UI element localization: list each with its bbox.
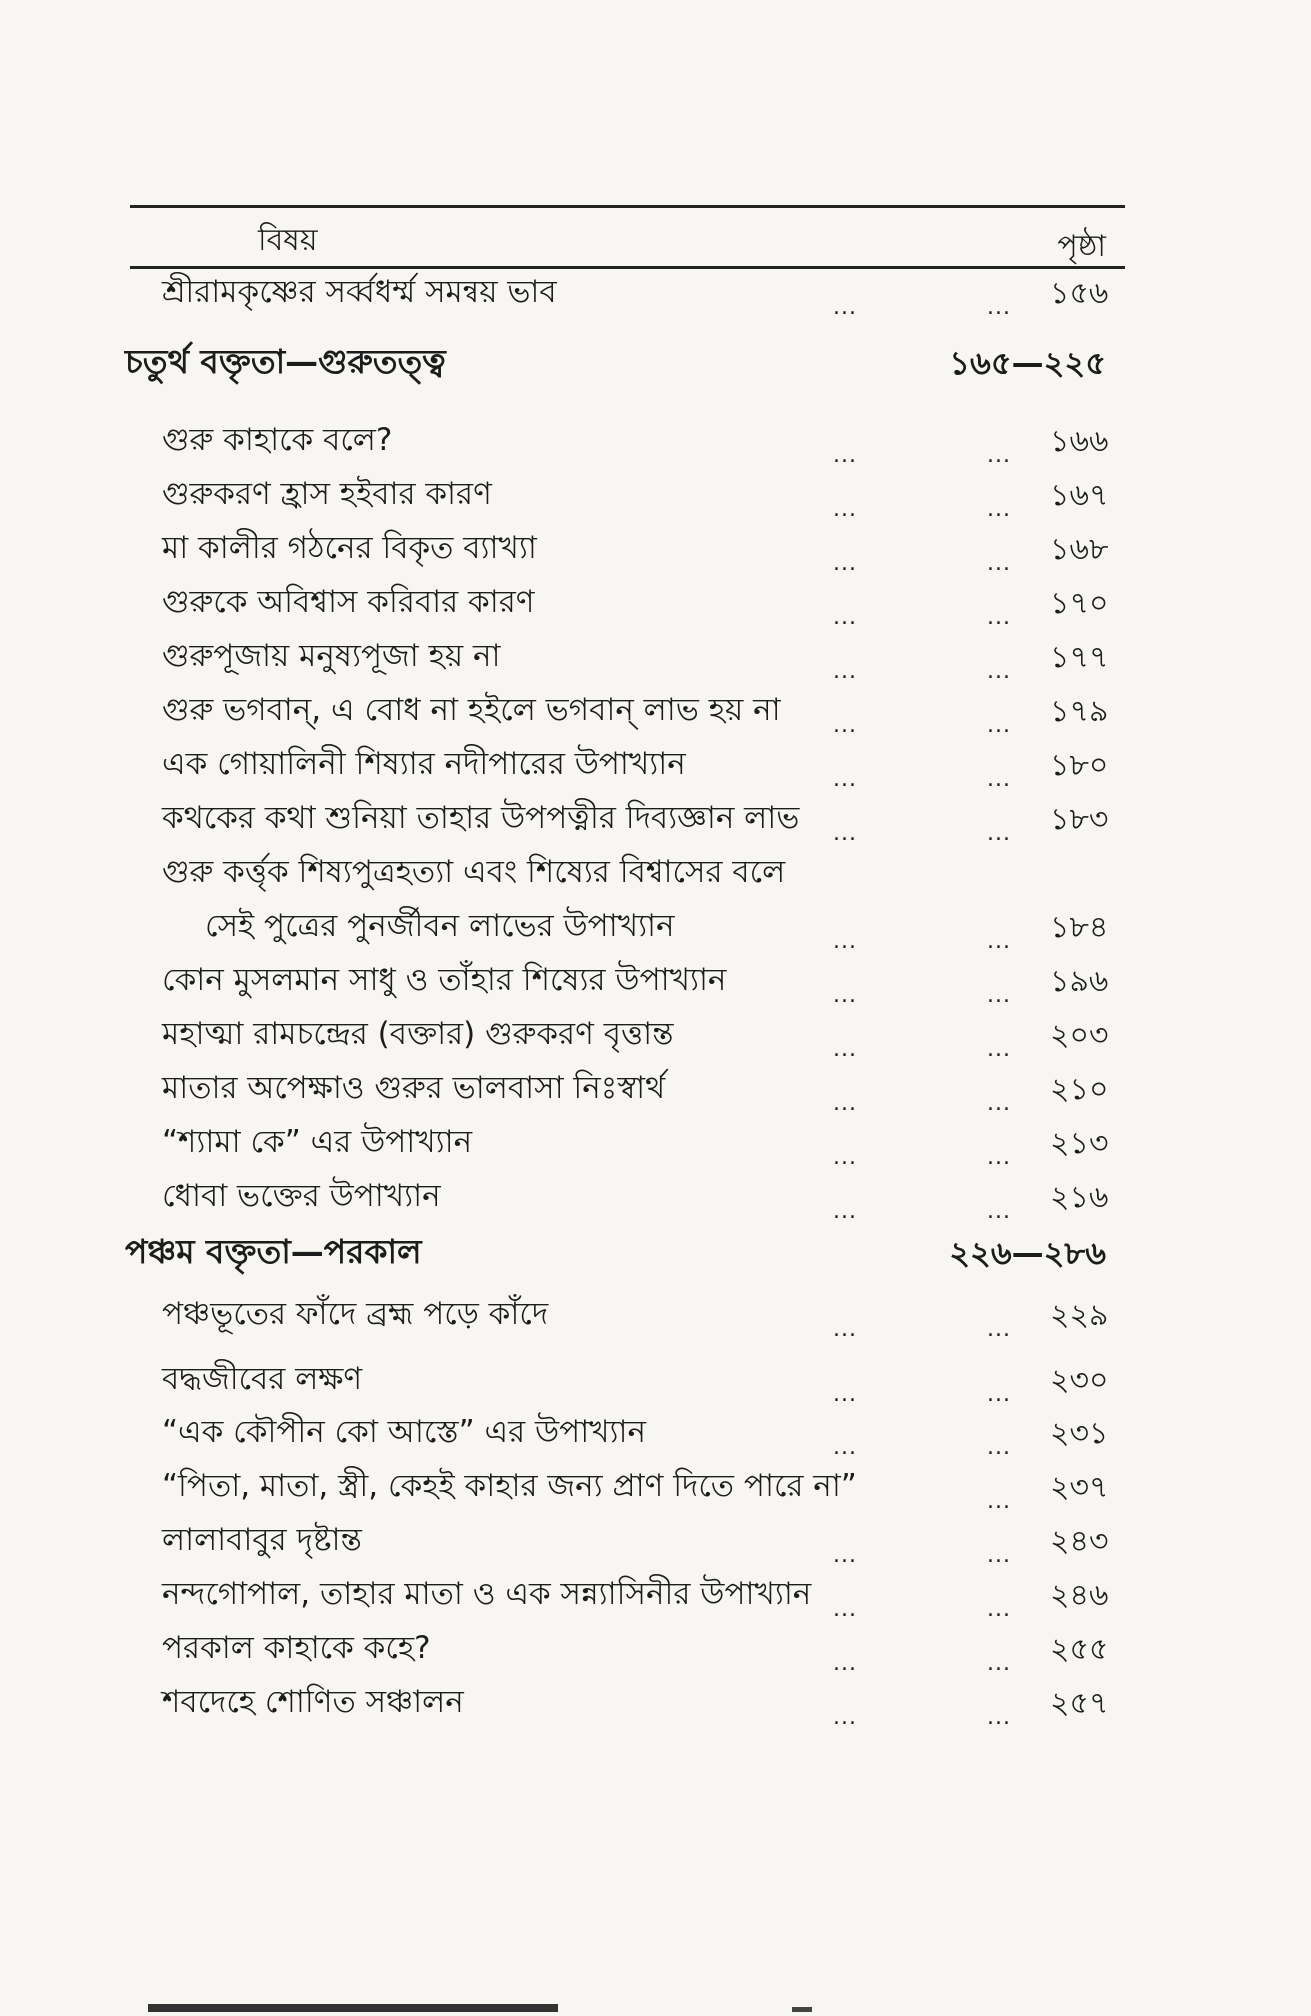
leader-dots: ... — [833, 713, 857, 738]
bottom-edge-mark-small — [792, 2007, 812, 2012]
leader-dots: ... — [987, 1091, 1011, 1116]
leader-dots: ... — [833, 1091, 857, 1116]
toc-entry — [0, 1357, 1311, 1413]
toc-entry — [0, 1066, 1311, 1122]
entry-title: নন্দগোপাল, তাহার মাতা ও এক সন্ন্যাসিনীর উপাখ্যান — [162, 1576, 812, 1612]
entry-title: শ্রীরামকৃষ্ণের সর্ব্বধর্ম্ম সমন্বয় ভাব — [162, 274, 557, 310]
leader-dots: ... — [833, 497, 857, 522]
leader-dots: ... — [987, 983, 1011, 1008]
section-page-range: ১৬৫—২২৫ — [949, 344, 1106, 382]
entry-page-number: ২৩১ — [1050, 1416, 1109, 1451]
leader-dots: ... — [987, 605, 1011, 630]
toc-entry — [0, 472, 1311, 528]
section-title: চতুর্থ বক্তৃতা—গুরুতত্ত্ব — [125, 342, 446, 381]
entry-title: “পিতা, মাতা, স্ত্রী, কেহই কাহার জন্য প্রাণ দিতে পারে না” — [162, 1468, 857, 1504]
entry-page-number: ১৯৬ — [1050, 964, 1109, 999]
toc-entry — [0, 850, 1311, 906]
entry-page-number: ১৮৩ — [1050, 802, 1109, 837]
toc-entry — [0, 1410, 1311, 1466]
subject-header: বিষয় — [258, 223, 318, 258]
leader-dots: ... — [833, 1037, 857, 1062]
leader-dots: ... — [833, 443, 857, 468]
leader-dots: ... — [987, 1145, 1011, 1170]
leader-dots: ... — [987, 443, 1011, 468]
entry-page-number: ২০৩ — [1050, 1018, 1109, 1053]
leader-dots: ... — [987, 1037, 1011, 1062]
toc-entry — [0, 1572, 1311, 1628]
leader-dots: ... — [987, 295, 1011, 320]
entry-page-number: ১৬৭ — [1050, 478, 1109, 513]
entry-title: “এক কৌপীন কো আস্তে” এর উপাখ্যান — [162, 1414, 647, 1450]
top-rule — [130, 205, 1125, 208]
leader-dots: ... — [987, 551, 1011, 576]
leader-dots: ... — [987, 1382, 1011, 1407]
leader-dots: ... — [833, 659, 857, 684]
toc-entry — [0, 418, 1311, 474]
toc-entry — [0, 796, 1311, 852]
section-title: পঞ্চম বক্তৃতা—পরকাল — [125, 1232, 422, 1271]
leader-dots: ... — [987, 1543, 1011, 1568]
leader-dots: ... — [833, 821, 857, 846]
page-header: পৃষ্ঠা — [1057, 229, 1106, 264]
leader-dots: ... — [987, 1705, 1011, 1730]
leader-dots: ... — [987, 767, 1011, 792]
leader-dots: ... — [833, 929, 857, 954]
leader-dots: ... — [833, 1317, 857, 1342]
entry-title: গুরুকে অবিশ্বাস করিবার কারণ — [162, 584, 535, 620]
toc-entry — [0, 1680, 1311, 1736]
entry-title: গুরু কাহাকে বলে? — [162, 422, 393, 458]
entry-title: “শ্যামা কে” এর উপাখ্যান — [162, 1124, 473, 1160]
leader-dots: ... — [987, 929, 1011, 954]
entry-title: বদ্ধজীবের লক্ষণ — [162, 1361, 363, 1397]
toc-entry — [0, 1120, 1311, 1176]
entry-title: মহাত্মা রামচন্দ্রের (বক্তার) গুরুকরণ বৃত্তান্ত — [162, 1016, 674, 1052]
leader-dots: ... — [833, 1597, 857, 1622]
leader-dots: ... — [987, 1597, 1011, 1622]
entry-title: লালাবাবুর দৃষ্টান্ত — [162, 1522, 362, 1558]
toc-entry — [0, 742, 1311, 798]
leader-dots: ... — [833, 983, 857, 1008]
toc-entry — [0, 688, 1311, 744]
entry-page-number: ২৩০ — [1050, 1363, 1109, 1398]
toc-entry — [0, 270, 1311, 326]
leader-dots: ... — [833, 551, 857, 576]
entry-page-number: ২৩৭ — [1050, 1470, 1109, 1505]
leader-dots: ... — [987, 821, 1011, 846]
toc-section-heading — [0, 1228, 1311, 1288]
section-page-range: ২২৬—২৮৬ — [949, 1234, 1106, 1272]
entry-page-number: ১৫৬ — [1050, 276, 1109, 311]
leader-dots: ... — [833, 605, 857, 630]
entry-title: মা কালীর গঠনের বিকৃত ব্যাখ্যা — [162, 530, 537, 566]
toc-entry — [0, 1626, 1311, 1682]
leader-dots: ... — [987, 497, 1011, 522]
toc-entry — [0, 580, 1311, 636]
leader-dots: ... — [833, 1145, 857, 1170]
leader-dots: ... — [833, 1199, 857, 1224]
toc-entry — [0, 1464, 1311, 1520]
entry-title: গুরু কর্ত্তৃক শিষ্যপুত্রহত্যা এবং শিষ্যের বিশ্বাসের বলে — [162, 854, 786, 890]
entry-page-number: ১৮০ — [1050, 748, 1109, 783]
toc-entry — [0, 1012, 1311, 1068]
entry-page-number: ১৮৪ — [1050, 910, 1109, 945]
entry-page-number: ১৭৯ — [1050, 694, 1109, 729]
bottom-edge-mark — [148, 2004, 558, 2012]
leader-dots: ... — [833, 1435, 857, 1460]
leader-dots: ... — [833, 1651, 857, 1676]
entry-page-number: ১৬৬ — [1050, 424, 1109, 459]
entry-title: এক গোয়ালিনী শিষ্যার নদীপারের উপাখ্যান — [162, 746, 686, 782]
leader-dots: ... — [833, 1382, 857, 1407]
entry-title: ধোবা ভক্তের উপাখ্যান — [162, 1178, 441, 1214]
leader-dots: ... — [833, 295, 857, 320]
entry-page-number: ২১৬ — [1050, 1180, 1109, 1215]
leader-dots: ... — [833, 1543, 857, 1568]
entry-title: পরকাল কাহাকে কহে? — [162, 1630, 431, 1666]
leader-dots: ... — [987, 1651, 1011, 1676]
toc-entry — [0, 958, 1311, 1014]
entry-page-number: ২১০ — [1050, 1072, 1109, 1107]
entry-title: গুরুকরণ হ্রাস হইবার কারণ — [162, 476, 492, 512]
entry-page-number: ১৬৮ — [1050, 532, 1109, 567]
entry-page-number: ২২৯ — [1050, 1298, 1109, 1333]
entry-title: গুরুপূজায় মনুষ্যপূজা হয় না — [162, 638, 501, 674]
entry-page-number: ১৭০ — [1050, 586, 1109, 621]
entry-page-number: ২১৩ — [1050, 1126, 1109, 1161]
entry-title: কোন মুসলমান সাধু ও তাঁহার শিষ্যের উপাখ্যান — [162, 962, 727, 998]
toc-entry — [0, 1518, 1311, 1574]
entry-page-number: ১৭৭ — [1050, 640, 1109, 675]
leader-dots: ... — [987, 1489, 1011, 1514]
leader-dots: ... — [833, 1705, 857, 1730]
entry-title: শবদেহে শোণিত সঞ্চালন — [162, 1684, 464, 1720]
entry-title: গুরু ভগবান্, এ বোধ না হইলে ভগবান্ লাভ হয় না — [162, 692, 781, 728]
toc-entry — [0, 634, 1311, 690]
leader-dots: ... — [987, 659, 1011, 684]
toc-entry — [0, 1292, 1311, 1348]
entry-title: কথকের কথা শুনিয়া তাহার উপপত্নীর দিব্যজ্ঞান লাভ — [162, 800, 800, 836]
entry-title: সেই পুত্রের পুনর্জীবন লাভের উপাখ্যান — [205, 908, 675, 944]
entry-page-number: ২৫৭ — [1050, 1686, 1109, 1721]
entry-title: মাতার অপেক্ষাও গুরুর ভালবাসা নিঃস্বার্থ — [162, 1070, 666, 1106]
toc-entry — [0, 904, 1311, 960]
toc-entry — [0, 1174, 1311, 1230]
toc-section-heading — [0, 338, 1311, 398]
entry-page-number: ২৫৫ — [1050, 1632, 1109, 1667]
leader-dots: ... — [987, 713, 1011, 738]
toc-entry — [0, 526, 1311, 582]
leader-dots: ... — [833, 767, 857, 792]
entry-page-number: ২৪৬ — [1050, 1578, 1109, 1613]
leader-dots: ... — [987, 1435, 1011, 1460]
leader-dots: ... — [987, 1317, 1011, 1342]
leader-dots: ... — [987, 1199, 1011, 1224]
entry-page-number: ২৪৩ — [1050, 1524, 1109, 1559]
entry-title: পঞ্চভূতের ফাঁদে ব্রহ্ম পড়ে কাঁদে — [162, 1296, 549, 1332]
